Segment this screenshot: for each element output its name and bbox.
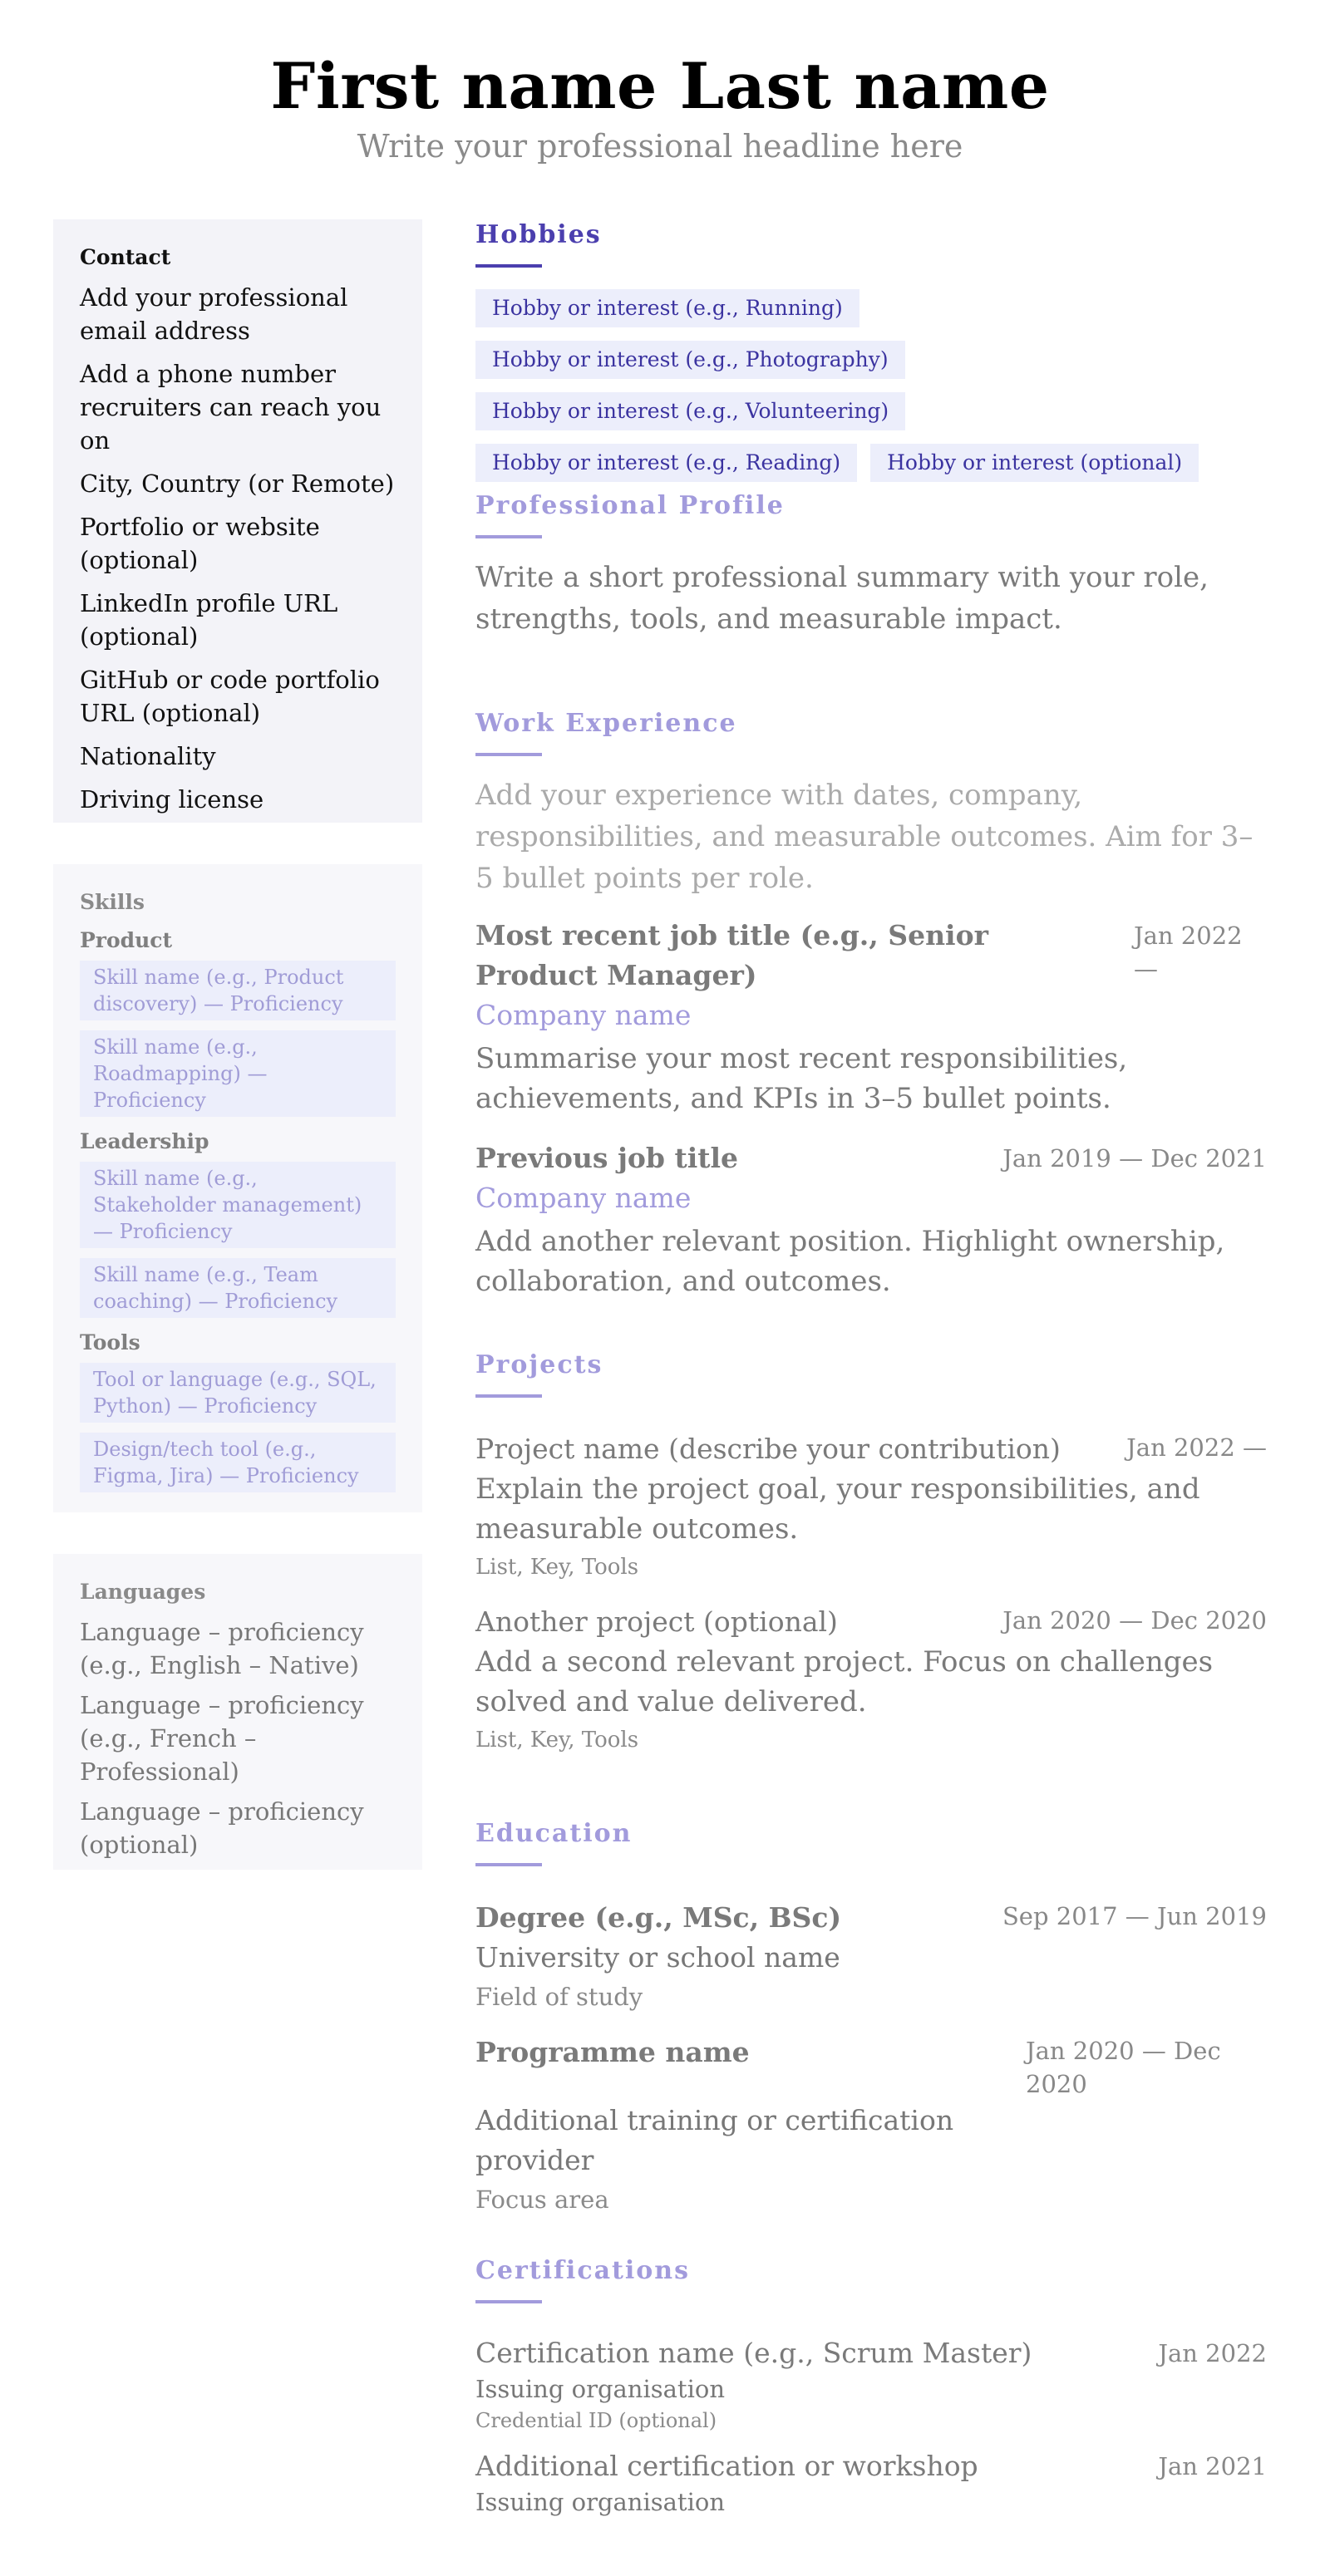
skill-group-product: Product xyxy=(80,928,173,952)
school-name: Additional training or certification provider xyxy=(475,2104,954,2176)
profile-summary: Write a short professional summary with your role, strengths, tools, and measurable impact. xyxy=(475,561,1209,636)
job-company: Company name xyxy=(475,1182,692,1214)
hobby-chip: Hobby or interest (optional) xyxy=(870,444,1199,482)
contact-linkedin: LinkedIn profile URL (optional) xyxy=(80,589,338,651)
skill-chip: Design/tech tool (e.g., Figma, Jira) — Proficiency xyxy=(80,1433,396,1492)
degree-title: Programme name xyxy=(475,2036,750,2068)
certification-entry xyxy=(475,2448,1267,2519)
certifications-section xyxy=(475,2255,1267,2519)
contact-title: Contact xyxy=(80,245,171,269)
section-divider xyxy=(475,535,542,538)
certification-issuer: Issuing organisation xyxy=(475,2488,725,2516)
contact-email: Add your professional email address xyxy=(80,283,348,345)
certification-name: Additional certification or workshop xyxy=(475,2450,978,2482)
hobby-chips xyxy=(475,289,1267,482)
skills-title: Skills xyxy=(80,890,145,914)
project-entry xyxy=(475,1602,1267,1755)
languages-title: Languages xyxy=(80,1580,206,1604)
hobbies-section xyxy=(475,219,1267,482)
certification-date: Jan 2021 xyxy=(1158,2452,1267,2480)
skill-chip: Skill name (e.g., Product discovery) — Proficiency xyxy=(80,961,396,1020)
project-description: Explain the project goal, your responsibilities, and measurable outcomes. xyxy=(475,1472,1200,1546)
work-section xyxy=(475,708,1267,1301)
section-divider xyxy=(475,1394,542,1398)
project-title: Another project (optional) xyxy=(475,1605,838,1638)
contact-box xyxy=(53,219,422,823)
languages-box xyxy=(53,1554,422,1870)
job-title: Most recent job title (e.g., Senior Product Manager) xyxy=(475,919,988,991)
project-date: Jan 2022 — xyxy=(1126,1433,1267,1462)
language-item: Language – proficiency (optional) xyxy=(80,1797,364,1859)
profile-section xyxy=(475,490,1267,640)
job-company: Company name xyxy=(475,999,692,1031)
project-tags: List, Key, Tools xyxy=(475,1555,639,1580)
full-name: First name Last name xyxy=(270,49,1050,123)
credential-id: Credential ID (optional) xyxy=(475,2409,717,2432)
skill-chip: Skill name (e.g., Roadmapping) — Proficiency xyxy=(80,1030,396,1117)
contact-phone: Add a phone number recruiters can reach you on xyxy=(80,360,382,455)
work-intro: Add your experience with dates, company, responsibilities, and measurable outcomes. Aim for 3–5 bullet points per role. xyxy=(475,779,1254,895)
project-entry xyxy=(475,1429,1267,1582)
education-entry xyxy=(475,2033,1267,2219)
work-title: Work Experience xyxy=(475,709,737,738)
resume-header xyxy=(0,45,1320,165)
projects-title: Projects xyxy=(475,1350,603,1379)
certification-date: Jan 2022 xyxy=(1158,2339,1267,2367)
project-date: Jan 2020 — Dec 2020 xyxy=(1002,1606,1267,1635)
project-description: Add a second relevant project. Focus on challenges solved and value delivered. xyxy=(475,1645,1214,1718)
profile-title: Professional Profile xyxy=(475,491,785,520)
hobby-chip: Hobby or interest (e.g., Photography) xyxy=(475,341,905,379)
education-date: Sep 2017 — Jun 2019 xyxy=(1002,1902,1267,1930)
certification-entry xyxy=(475,2335,1267,2435)
contact-location: City, Country (or Remote) xyxy=(80,469,395,498)
education-title: Education xyxy=(475,1819,633,1848)
certifications-title: Certifications xyxy=(475,2256,690,2285)
school-name: University or school name xyxy=(475,1941,840,1974)
certification-name: Certification name (e.g., Scrum Master) xyxy=(475,2337,1032,2369)
skill-chip: Skill name (e.g., Stakeholder management) — Proficiency xyxy=(80,1162,396,1248)
field-of-study: Focus area xyxy=(475,2185,609,2214)
skill-group-tools: Tools xyxy=(80,1330,140,1354)
section-divider xyxy=(475,2300,542,2303)
language-item: Language – proficiency (e.g., English – Native) xyxy=(80,1618,364,1679)
degree-title: Degree (e.g., MSc, BSc) xyxy=(475,1901,842,1934)
job-description: Add another relevant position. Highlight ownership, collaboration, and outcomes. xyxy=(475,1225,1225,1298)
education-section xyxy=(475,1818,1267,2219)
job-date: Jan 2022 — xyxy=(1134,922,1243,983)
section-divider xyxy=(475,1863,542,1866)
professional-headline: Write your professional headline here xyxy=(357,128,963,165)
hobby-chip: Hobby or interest (e.g., Volunteering) xyxy=(475,392,905,430)
certification-issuer: Issuing organisation xyxy=(475,2375,725,2403)
contact-nationality: Nationality xyxy=(80,742,216,770)
hobby-chip: Hobby or interest (e.g., Running) xyxy=(475,289,859,327)
contact-driving-license: Driving license xyxy=(80,785,264,814)
field-of-study: Field of study xyxy=(475,1983,643,2011)
skill-chip: Skill name (e.g., Team coaching) — Proficiency xyxy=(80,1258,396,1318)
hobby-chip: Hobby or interest (e.g., Reading) xyxy=(475,444,857,482)
skill-chip: Tool or language (e.g., SQL, Python) — Proficiency xyxy=(80,1363,396,1423)
education-entry xyxy=(475,1898,1267,2016)
project-tags: List, Key, Tools xyxy=(475,1728,639,1753)
projects-section xyxy=(475,1349,1267,1755)
job-description: Summarise your most recent responsibilities, achievements, and KPIs in 3–5 bullet points. xyxy=(475,1042,1128,1115)
job-entry xyxy=(475,1138,1267,1301)
job-entry xyxy=(475,916,1267,1118)
contact-github: GitHub or code portfolio URL (optional) xyxy=(80,666,380,727)
job-date: Jan 2019 — Dec 2021 xyxy=(1002,1144,1267,1172)
skill-group-leadership: Leadership xyxy=(80,1129,209,1153)
language-item: Language – proficiency (e.g., French – Professional) xyxy=(80,1691,364,1786)
section-divider xyxy=(475,753,542,756)
contact-portfolio: Portfolio or website (optional) xyxy=(80,513,320,574)
project-title: Project name (describe your contribution) xyxy=(475,1433,1061,1465)
job-title: Previous job title xyxy=(475,1142,739,1174)
section-divider xyxy=(475,264,542,268)
hobbies-title: Hobbies xyxy=(475,220,602,249)
skills-box xyxy=(53,864,422,1512)
education-date: Jan 2020 — Dec 2020 xyxy=(1026,2037,1221,2098)
